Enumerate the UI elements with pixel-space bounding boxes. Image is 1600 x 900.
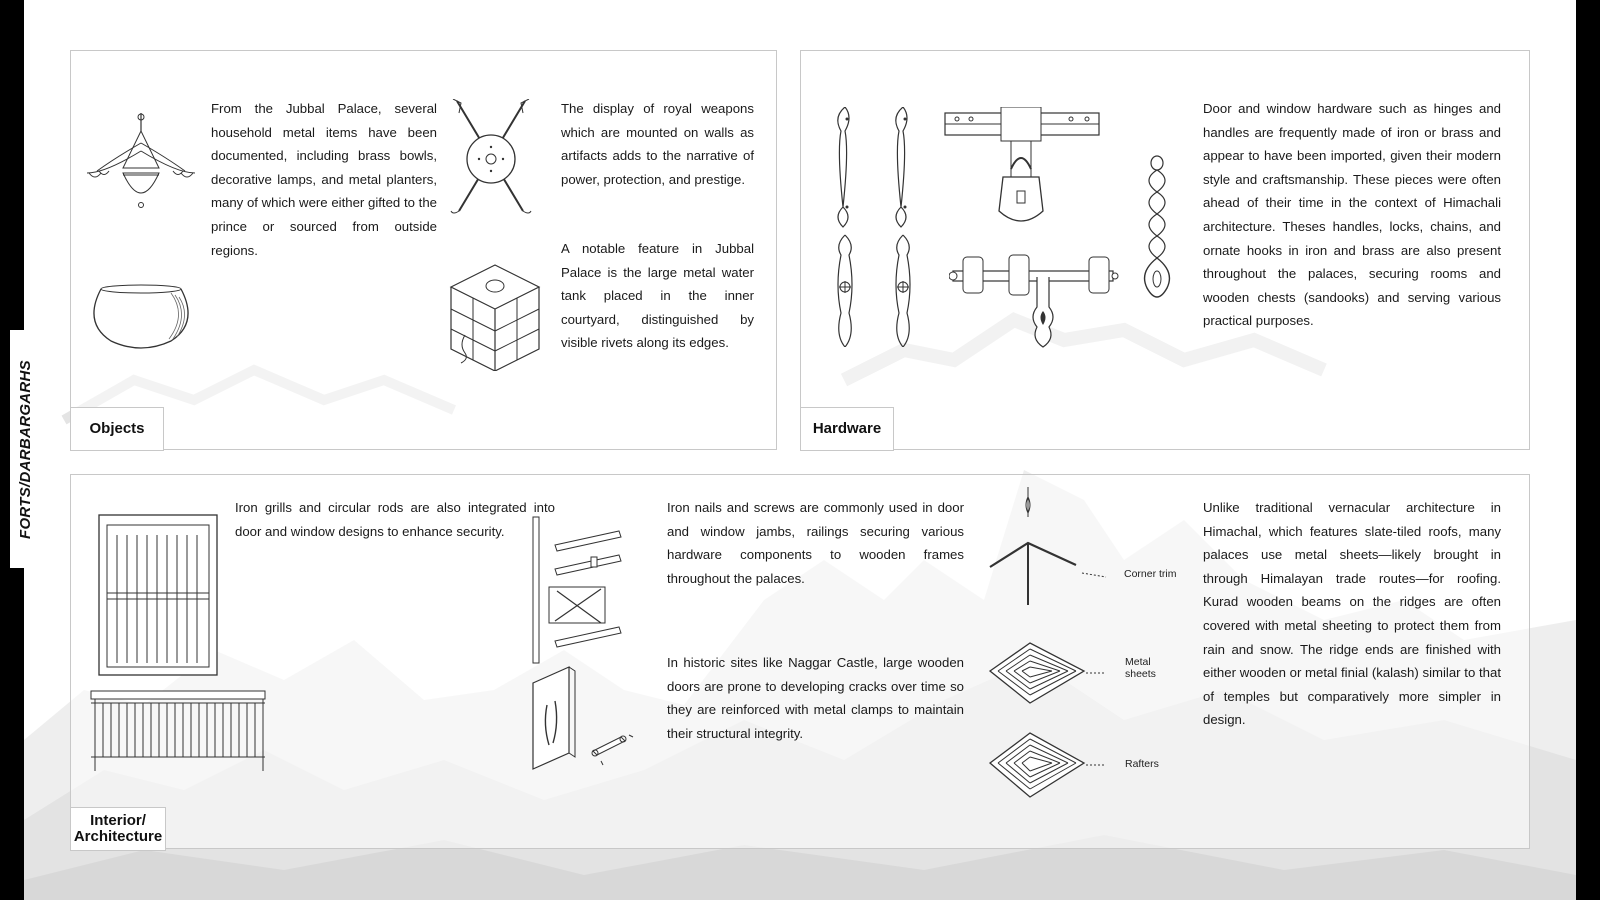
label-rafters: Rafters — [1125, 758, 1159, 770]
interior-text-roofing: Unlike traditional vernacular architecture in Himachal, which features slate-tiled roofs, many palaces use metal sheets—likely brought in through Himalayan trade routes—for roofing. Kurad wooden beams on the ridges are often covered with metal sheeting to protect them from rain and snow. The ridge ends are finished with either wooden or metal finial (kalash) similar to that of temples but comparatively more simpler in design. — [1203, 500, 1501, 728]
crossed-swords-shield-illustration — [449, 99, 533, 219]
interior-text-nails: Iron nails and screws are commonly used in door and window jambs, railings securing various hardware components to wooden frames throughout the palaces. — [667, 500, 964, 586]
nails-screws-illustration — [531, 515, 631, 665]
right-black-border — [1576, 0, 1600, 900]
chandelier-illustration — [85, 113, 197, 213]
hardware-panel-label: Hardware — [800, 407, 894, 451]
window-grill-illustration — [97, 513, 219, 677]
objects-text-water-tank: A notable feature in Jubbal Palace is the large metal water tank placed in the inner courtyard, distinguished by visible rivets along its edges. — [561, 241, 754, 351]
section-title: FORTS/DARBARGARHS — [16, 359, 34, 539]
objects-text-household: From the Jubbal Palace, several household metal items have been documented, including brass bowls, decorative lamps, and metal planters, many of which were either gifted to the prince or sourced from outside regions. — [211, 101, 437, 258]
objects-panel-label: Objects — [70, 407, 164, 451]
interior-text-clamps: In historic sites like Naggar Castle, large wooden doors are prone to developing cracks over time so they are reinforced with metal clamps to maintain their structural integrity. — [667, 655, 964, 741]
objects-text-weapons: The display of royal weapons which are mounted on walls as artifacts adds to the narrative of power, protection, and prestige. — [561, 101, 754, 187]
interior-text-grills: Iron grills and circular rods are also integrated into door and window designs to enhance security. — [235, 500, 555, 539]
section-side-tab — [10, 330, 40, 568]
railing-illustration — [89, 689, 267, 773]
interior-panel-label — [70, 807, 166, 851]
hasp-lock-illustration — [941, 107, 1105, 227]
hardware-panel — [800, 50, 1530, 450]
label-metal-sheets-line2: sheets — [1125, 668, 1156, 680]
interior-label-line1: Interior/ — [90, 812, 146, 829]
roof-layers-diagram — [986, 483, 1166, 803]
water-tank-illustration — [445, 261, 541, 371]
label-metal-sheets-line1: Metal — [1125, 656, 1151, 668]
label-corner-trim: Corner trim — [1124, 568, 1177, 580]
door-clamp-illustration — [529, 665, 639, 775]
objects-panel — [70, 50, 777, 450]
door-latch-illustration — [949, 247, 1119, 351]
ornate-chain-hook-illustration — [1137, 155, 1177, 305]
hardware-text: Door and window hardware such as hinges and handles are frequently made of iron or brass and appear to have been imported, given their modern style and craftsmanship. These pieces were often ahead of their time in the context of Himachali architecture. Theses handles, locks, chains, and ornate hooks in iron and brass are also present throughout the palaces, securing rooms and wooden chests (sandooks) and serving various practical purposes. — [1203, 101, 1501, 329]
door-handles-illustration — [831, 107, 941, 347]
brass-bowl-illustration — [91, 283, 191, 351]
interior-panel — [70, 474, 1530, 849]
interior-label-line2: Architecture — [73, 828, 163, 845]
